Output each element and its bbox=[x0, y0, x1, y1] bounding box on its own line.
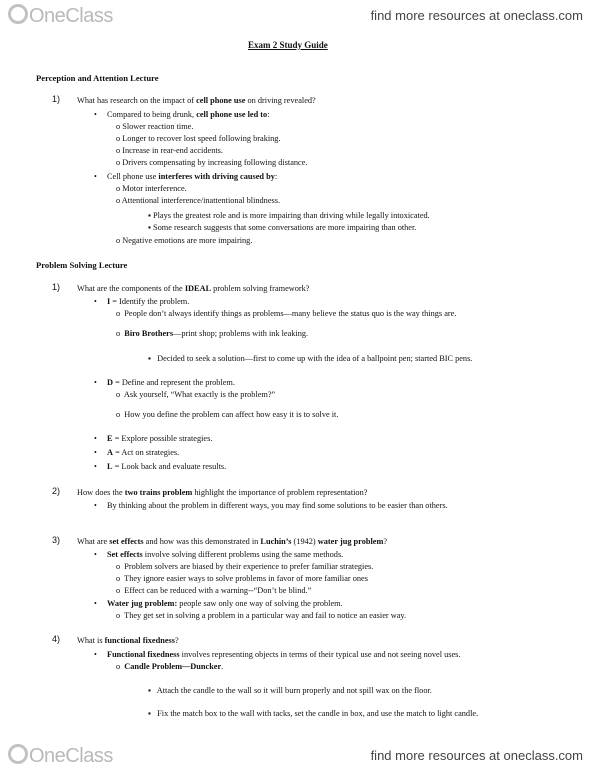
text-bold: cell phone use led to bbox=[196, 110, 268, 119]
bullet-text bbox=[107, 448, 179, 458]
text-bold: I bbox=[107, 297, 111, 306]
oneclass-logo[interactable] bbox=[8, 4, 113, 28]
list-item: o Biro Brothers—print shop; problems with ink leaking. bbox=[116, 329, 309, 338]
text: . bbox=[221, 662, 224, 671]
logo-text: OneClass bbox=[29, 745, 113, 767]
text: Decided to seek a solution—first to come up with the idea of a ballpoint pen; started BIC pens. bbox=[157, 354, 473, 363]
list-item: o They get set in solving a problem in a particular way and fail to notice an easier way. bbox=[116, 611, 407, 620]
doc-title: Exam 2 Study Guide bbox=[248, 40, 328, 50]
question-number: 1) bbox=[52, 94, 61, 104]
text: ? bbox=[383, 537, 388, 546]
logo-text: OneClass bbox=[29, 5, 113, 27]
text-bold: Water jug problem: bbox=[107, 599, 178, 608]
question-text bbox=[77, 488, 367, 498]
text: people saw only one way of solving the problem. bbox=[177, 599, 343, 608]
text: Increase in rear-end accidents. bbox=[122, 146, 223, 155]
list-item: ▪ Some research suggests that some conversations are more impairing than other. bbox=[148, 223, 417, 232]
text: People don’t always identify things as problems—many believe the status quo is the way things are. bbox=[124, 309, 457, 318]
text: What is bbox=[77, 636, 105, 645]
list-item: o Effect can be reduced with a warning--“Don’t be blind.” bbox=[116, 586, 312, 595]
text: Motor interference. bbox=[122, 184, 187, 193]
text-bold: cell phone use bbox=[196, 96, 246, 105]
page-footer bbox=[0, 740, 595, 770]
text-bold: functional fixedness bbox=[104, 636, 175, 645]
oneclass-logo[interactable] bbox=[8, 744, 113, 768]
text-bold: A bbox=[107, 448, 113, 457]
text: Plays the greatest role and is more impairing than driving while legally intoxicated. bbox=[153, 211, 430, 220]
text-bold: IDEAL bbox=[184, 284, 212, 293]
text: How you define the problem can affect how easy it is to solve it. bbox=[124, 410, 339, 419]
list-item: o Longer to recover lost speed following braking. bbox=[116, 134, 281, 143]
text: (1942) bbox=[291, 537, 318, 546]
text-bold: Candle Problem—Duncker bbox=[124, 662, 222, 671]
text: highlight the importance of problem representation? bbox=[192, 488, 368, 497]
text: What has research on the impact of bbox=[77, 96, 197, 105]
text: Fix the match box to the wall with tacks, set the candle in box, and use the match to light candle. bbox=[157, 709, 479, 718]
text: Slower reaction time. bbox=[122, 122, 194, 131]
bullet-icon: • bbox=[94, 172, 97, 181]
text: involves representing objects in terms of their typical use and not seeing novel uses. bbox=[179, 650, 461, 659]
text: Attentional interference/inattentional blindness. bbox=[121, 196, 281, 205]
bullet-icon: • bbox=[94, 434, 97, 443]
bullet-icon: • bbox=[94, 448, 97, 457]
question-text bbox=[77, 284, 310, 294]
text-bold: Functional fixedness bbox=[107, 650, 180, 659]
text: They get set in solving a problem in a particular way and fail to notice an easier way. bbox=[124, 611, 407, 620]
text: ? bbox=[174, 636, 179, 645]
logo-ring-icon bbox=[8, 4, 28, 24]
list-item: ▪ Fix the match box to the wall with tacks, set the candle in box, and use the match to light candle. bbox=[148, 709, 479, 718]
bullet-text bbox=[107, 599, 343, 609]
text: = Explore possible strategies. bbox=[112, 434, 213, 443]
bullet-icon: • bbox=[94, 650, 97, 659]
bullet-text bbox=[107, 434, 212, 444]
text: Problem solvers are biased by their experience to prefer familiar strategies. bbox=[124, 562, 374, 571]
page-header bbox=[0, 0, 595, 30]
text: Compared to being drunk, bbox=[107, 110, 197, 119]
question-text bbox=[77, 537, 387, 547]
text-bold: water jug problem bbox=[317, 537, 384, 546]
bullet-icon: • bbox=[94, 378, 97, 387]
text-bold: D bbox=[107, 378, 113, 387]
text: They ignore easier ways to solve problems in favor of more familiar ones bbox=[124, 574, 368, 583]
list-item: ▪ Plays the greatest role and is more impairing than driving while legally intoxicated. bbox=[148, 211, 430, 220]
bullet-icon: • bbox=[94, 599, 97, 608]
text: involve solving different problems using the same methods. bbox=[142, 550, 344, 559]
question-number: 2) bbox=[52, 486, 61, 496]
bullet-text bbox=[107, 378, 235, 388]
list-item: o Negative emotions are more impairing. bbox=[116, 236, 253, 245]
question-number: 1) bbox=[52, 282, 61, 292]
section-heading: Problem Solving Lecture bbox=[36, 260, 128, 270]
question-text bbox=[77, 96, 316, 106]
question-number: 4) bbox=[52, 634, 61, 644]
text: = Identify the problem. bbox=[110, 297, 190, 306]
text: = Define and represent the problem. bbox=[113, 378, 235, 387]
text-bold: two trains problem bbox=[124, 488, 193, 497]
text: : bbox=[274, 172, 278, 181]
text-bold: Set effects bbox=[107, 550, 143, 559]
list-item: o Drivers compensating by increasing following distance. bbox=[116, 158, 308, 167]
text: on driving revealed? bbox=[245, 96, 316, 105]
text: Cell phone use bbox=[107, 172, 159, 181]
text: Some research suggests that some conversations are more impairing than other. bbox=[153, 223, 417, 232]
list-item: o How you define the problem can affect how easy it is to solve it. bbox=[116, 410, 339, 419]
section-heading: Perception and Attention Lecture bbox=[36, 73, 159, 83]
question-number: 3) bbox=[52, 535, 61, 545]
text-bold: interferes with driving caused by bbox=[158, 172, 275, 181]
text: Ask yourself, “What exactly is the problem?” bbox=[123, 390, 276, 399]
text-bold: L bbox=[107, 462, 113, 471]
text-bold: Luchin’s bbox=[260, 537, 292, 546]
logo-ring-icon bbox=[8, 744, 28, 764]
bullet-text bbox=[107, 650, 460, 660]
list-item: o People don’t always identify things as problems—many believe the status quo is the way things are. bbox=[116, 309, 457, 318]
text-bold: E bbox=[107, 434, 113, 443]
bullet-text bbox=[107, 172, 277, 182]
question-text bbox=[77, 636, 179, 646]
bullet-text bbox=[107, 550, 343, 560]
text: —print shop; problems with ink leaking. bbox=[173, 329, 309, 338]
text: Effect can be reduced with a warning--“Don’t be blind.” bbox=[124, 586, 312, 595]
list-item: ▪ Attach the candle to the wall so it will burn properly and not spill wax on the floor. bbox=[148, 686, 432, 695]
bullet-icon: • bbox=[94, 501, 97, 510]
header-link[interactable]: find more resources at oneclass.com bbox=[370, 8, 583, 23]
bullet-text bbox=[107, 297, 189, 307]
bullet-icon: • bbox=[94, 297, 97, 306]
bullet-icon: • bbox=[94, 110, 97, 119]
text: Negative emotions are more impairing. bbox=[122, 236, 253, 245]
list-item: o Attentional interference/inattentional blindness. bbox=[116, 196, 281, 205]
bullet-text bbox=[107, 110, 270, 120]
bullet-text: By thinking about the problem in different ways, you may find some solutions to be easier than others. bbox=[107, 501, 448, 510]
text-bold: Biro Brothers bbox=[124, 329, 174, 338]
text: problem solving framework? bbox=[211, 284, 310, 293]
text: = Act on strategies. bbox=[113, 448, 180, 457]
list-item: o Motor interference. bbox=[116, 184, 187, 193]
list-item: o They ignore easier ways to solve problems in favor of more familiar ones bbox=[116, 574, 368, 583]
text: What are the components of the bbox=[77, 284, 185, 293]
footer-link[interactable]: find more resources at oneclass.com bbox=[370, 748, 583, 763]
text: and how was this demonstrated in bbox=[143, 537, 261, 546]
list-item: o Increase in rear-end accidents. bbox=[116, 146, 223, 155]
text: How does the bbox=[77, 488, 125, 497]
list-item: o Slower reaction time. bbox=[116, 122, 194, 131]
text: Longer to recover lost speed following braking. bbox=[122, 134, 281, 143]
list-item: o Problem solvers are biased by their experience to prefer familiar strategies. bbox=[116, 562, 374, 571]
bullet-icon: • bbox=[94, 462, 97, 471]
text: Attach the candle to the wall so it will burn properly and not spill wax on the floor. bbox=[156, 686, 432, 695]
text-bold: set effects bbox=[109, 537, 144, 546]
list-item: o Candle Problem—Duncker. bbox=[116, 662, 224, 671]
text: = Look back and evaluate results. bbox=[112, 462, 227, 471]
list-item: ▪ Decided to seek a solution—first to come up with the idea of a ballpoint pen; started BIC pens. bbox=[148, 354, 473, 363]
bullet-text bbox=[107, 462, 226, 472]
text: Drivers compensating by increasing following distance. bbox=[122, 158, 308, 167]
text: What are bbox=[77, 537, 110, 546]
bullet-icon: • bbox=[94, 550, 97, 559]
text: : bbox=[267, 110, 270, 119]
list-item: o Ask yourself, “What exactly is the problem?” bbox=[116, 390, 276, 399]
